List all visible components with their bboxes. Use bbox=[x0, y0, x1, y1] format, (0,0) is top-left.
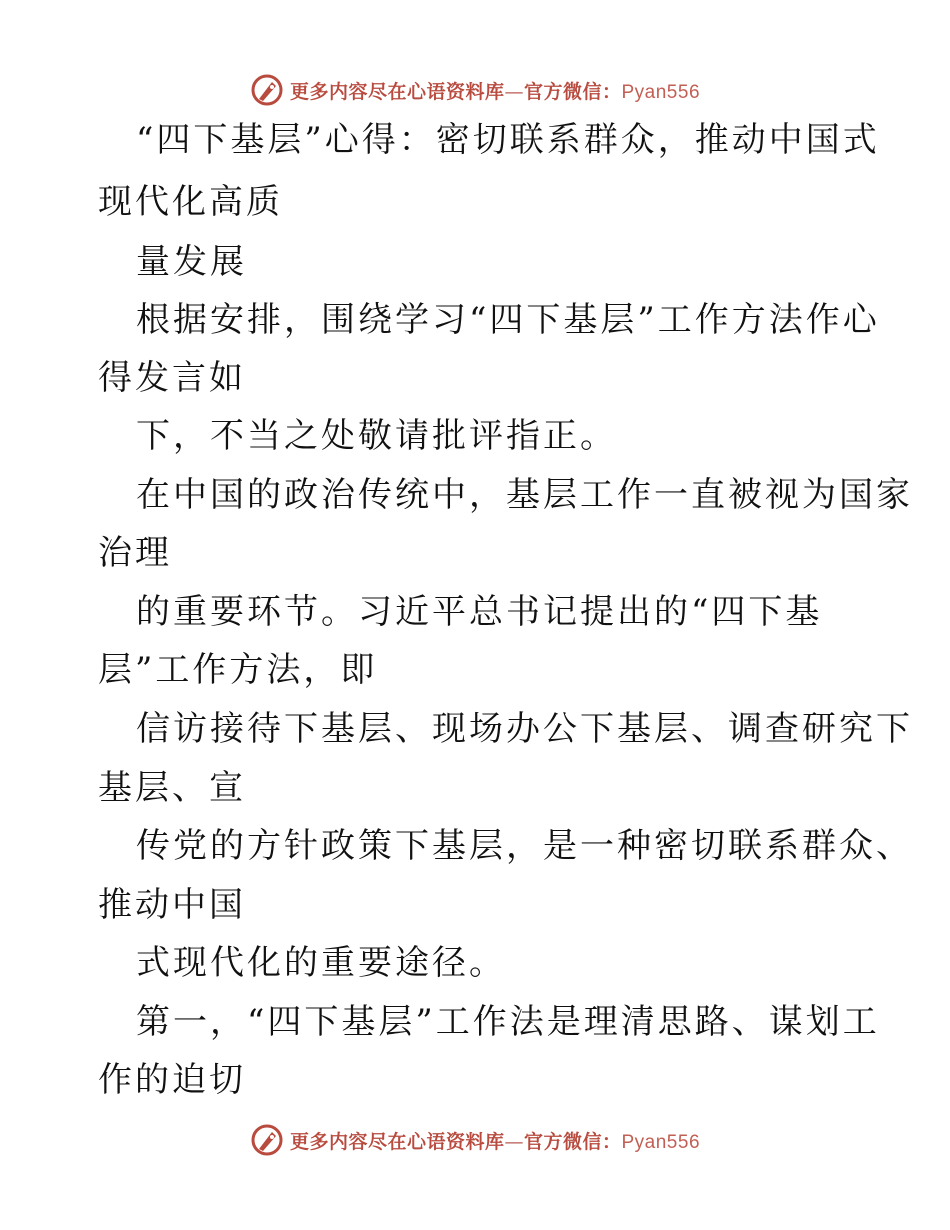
text-line: 式现代化的重要途径。 bbox=[136, 943, 506, 983]
text-line: 治理 bbox=[98, 533, 172, 573]
watermark-handle: Pyan556 bbox=[621, 1131, 701, 1153]
text-line: 在中国的政治传统中，基层工作一直被视为国家 bbox=[136, 475, 913, 515]
watermark-prefix: 更多内容尽在心语资料库 bbox=[289, 80, 505, 103]
footer-watermark-text bbox=[290, 1127, 700, 1154]
text-line: 得发言如 bbox=[98, 358, 246, 398]
watermark-middle: 官方微信： bbox=[523, 80, 622, 103]
text-line: 现代化高质 bbox=[98, 182, 283, 222]
pen-nib-circle-icon bbox=[250, 73, 284, 107]
text-line: 传党的方针政策下基层，是一种密切联系群众、 bbox=[136, 826, 913, 866]
footer-watermark-banner bbox=[0, 1120, 950, 1160]
header-watermark-banner bbox=[0, 70, 950, 110]
text-line: 作的迫切 bbox=[98, 1060, 246, 1100]
pen-nib-circle-icon bbox=[250, 1123, 284, 1157]
watermark-middle: 官方微信： bbox=[523, 1130, 622, 1153]
text-line: 基层、宣 bbox=[98, 768, 246, 808]
text-line: 信访接待下基层、现场办公下基层、调查研究下 bbox=[136, 709, 913, 749]
text-line: 下，不当之处敬请批评指正。 bbox=[136, 416, 617, 456]
watermark-dash: — bbox=[504, 1130, 524, 1153]
text-line: 层”工作方法，即 bbox=[98, 650, 378, 690]
text-line: 的重要环节。习近平总书记提出的“四下基 bbox=[136, 592, 823, 632]
text-line: 量发展 bbox=[136, 242, 247, 282]
watermark-handle: Pyan556 bbox=[621, 81, 701, 103]
watermark-dash: — bbox=[504, 80, 524, 103]
watermark-prefix: 更多内容尽在心语资料库 bbox=[289, 1130, 505, 1153]
text-line: 推动中国 bbox=[98, 885, 246, 925]
text-line: 第一，“四下基层”工作法是理清思路、谋划工 bbox=[136, 1002, 880, 1042]
header-watermark-text bbox=[290, 77, 700, 104]
text-line: 根据安排，围绕学习“四下基层”工作方法作心 bbox=[136, 300, 880, 340]
text-line: “四下基层”心得：密切联系群众，推动中国式 bbox=[136, 120, 880, 160]
